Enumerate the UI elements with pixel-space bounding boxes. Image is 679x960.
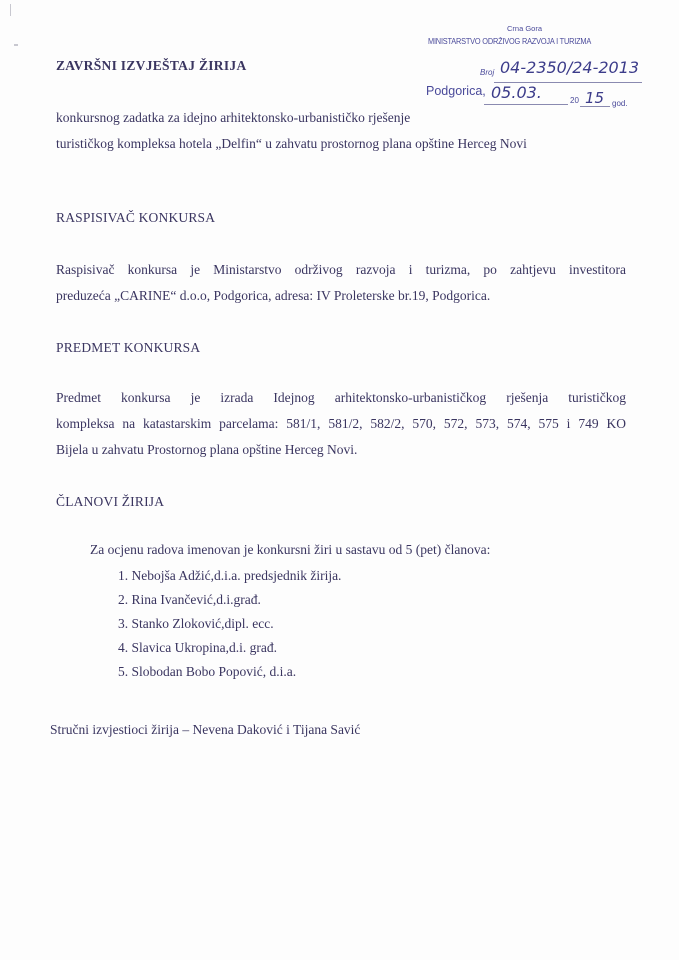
reporters-line: Stručni izvjestioci žirija – Nevena Daković i Tijana Savić [50, 722, 361, 737]
stamp-god-label: god. [612, 99, 628, 108]
stamp-broj-value: 04-2350/24-2013 [500, 58, 640, 77]
section-heading: PREDMET KONKURSA [56, 340, 201, 355]
members-intro: Za ocjenu radova imenovan je konkursni žiri u sastavu od 5 (pet) članova: [90, 542, 491, 557]
section-heading: RASPISIVAČ KONKURSA [56, 210, 216, 225]
stamp-country: Crna Gora [507, 24, 543, 33]
document-title: ZAVRŠNI IZVJEŠTAJ ŽIRIJA [56, 58, 247, 73]
list-item: 1. Nebojša Adžić,d.i.a. predsjednik žirija. [118, 568, 342, 583]
list-item: 5. Slobodan Bobo Popović, d.i.a. [118, 664, 297, 679]
stamp-date-value: 05.03. [491, 83, 542, 102]
paragraph-line: preduzeća „CARINE“ d.o.o, Podgorica, adresa: IV Proleterske br.19, Podgorica. [56, 288, 491, 303]
paragraph-line: Predmet konkursa je izrada Idejnog arhitektonsko-urbanističkog rješenja turističkog [56, 390, 626, 405]
stamp-year-prefix: 20 [570, 96, 579, 105]
stamp-date-line [484, 104, 568, 105]
stamp-broj-label: Broj [480, 68, 495, 77]
subtitle-line: turističkog kompleksa hotela „Delfin“ u zahvatu prostornog plana opštine Herceg Novi [56, 136, 527, 151]
subtitle-line: konkursnog zadatka za idejno arhitektonsko-urbanističko rješenje [56, 110, 411, 125]
stamp-year-value: 15 [585, 89, 605, 107]
scan-edge-mark [10, 4, 11, 16]
paragraph-line: Bijela u zahvatu Prostornog plana opštine Herceg Novi. [56, 442, 358, 457]
jury-members-list [118, 566, 341, 686]
list-item: 3. Stanko Zloković,dipl. ecc. [118, 616, 274, 631]
section-heading: ČLANOVI ŽIRIJA [56, 494, 165, 509]
paragraph-line: Raspisivač konkursa je Ministarstvo održivog razvoja i turizma, po zahtjevu investitora [56, 262, 626, 277]
list-item: 2. Rina Ivančević,d.i.građ. [118, 592, 261, 607]
paragraph-line: kompleksa na katastarskim parcelama: 581/1, 581/2, 582/2, 570, 572, 573, 574, 575 i 749 KO [56, 416, 626, 431]
stamp-year-line [580, 106, 610, 107]
stamp-city-label: Podgorica, [426, 84, 486, 98]
list-item: 4. Slavica Ukropina,d.i. građ. [118, 640, 277, 655]
stamp-ministry: MINISTARSTVO ODRŽIVOG RAZVOJA I TURIZMA [428, 37, 592, 46]
scan-edge-mark [14, 44, 18, 46]
